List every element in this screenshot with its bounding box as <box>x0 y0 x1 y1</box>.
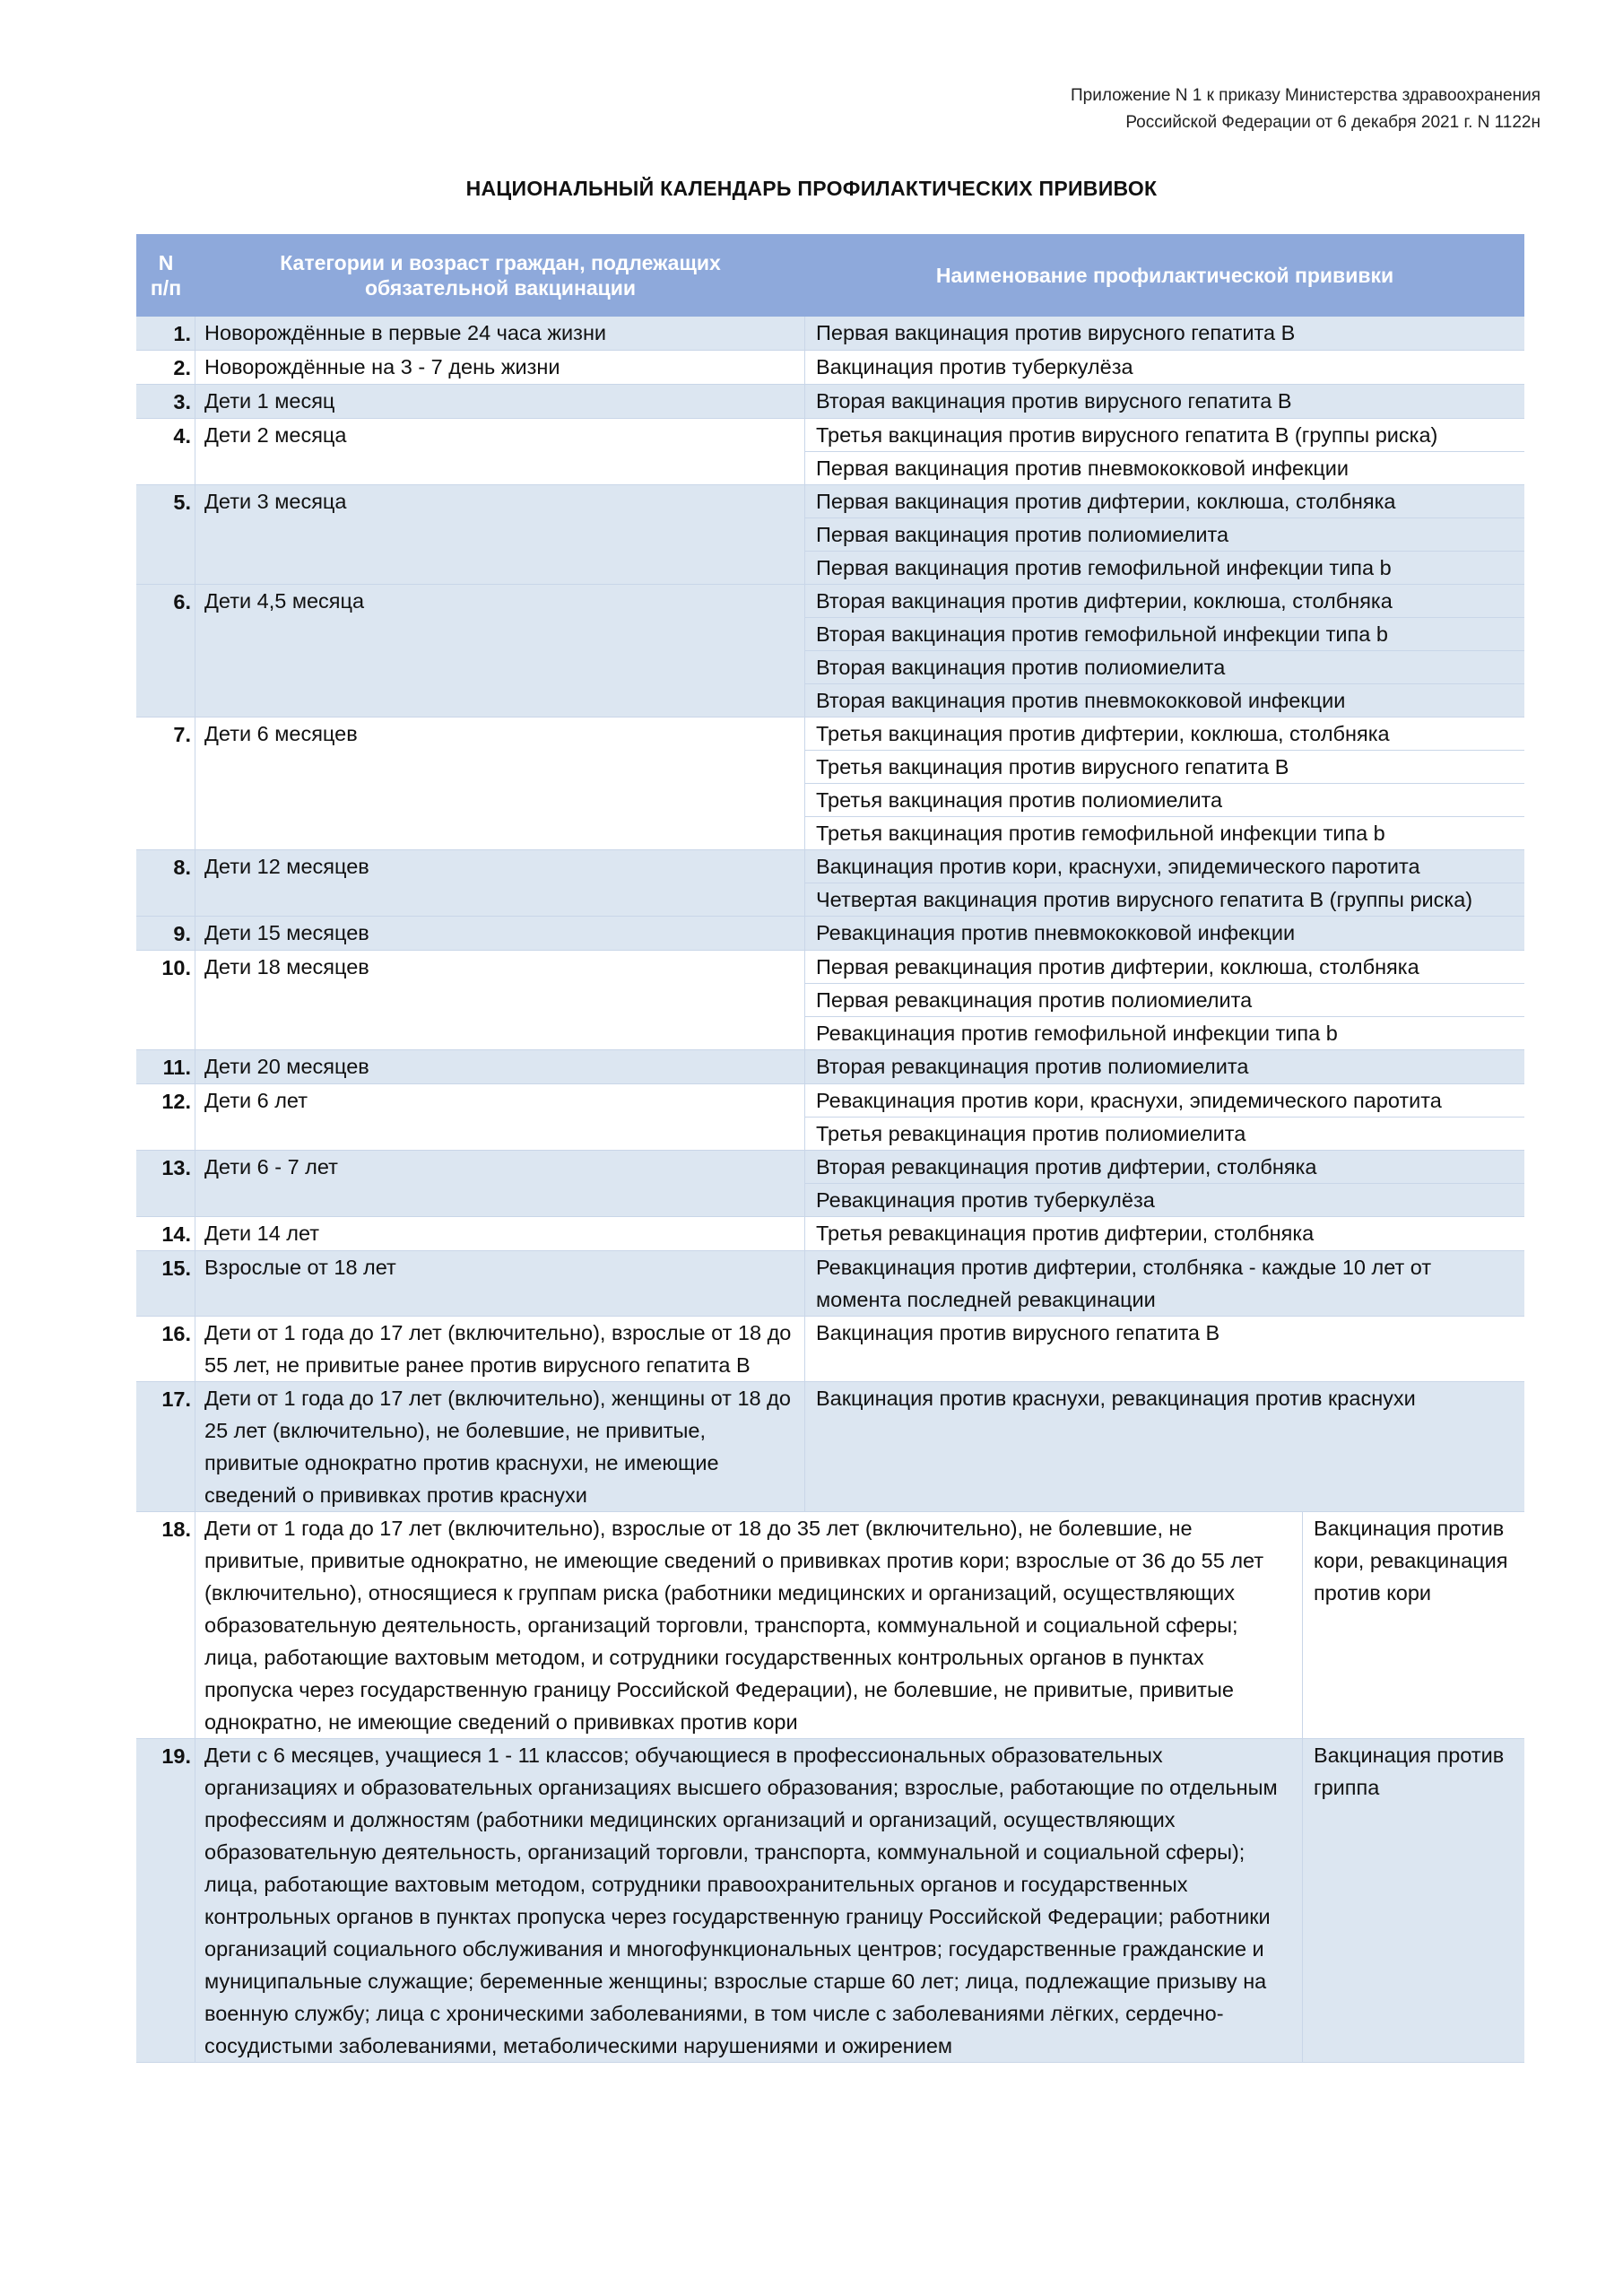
row-vaccinations <box>805 1317 1524 1381</box>
row-category: Дети от 1 года до 17 лет (включительно), женщины от 18 до 25 лет (включительно), не болевшие, не привитые, привитые однократно против краснухи, не имеющие сведений о прививках против краснухи <box>195 1382 805 1511</box>
row-category: Дети 4,5 месяца <box>195 585 805 717</box>
table-row <box>136 1251 1524 1317</box>
row-vaccinations <box>805 317 1524 350</box>
vaccination-item: Ревакцинация против гемофильной инфекции типа b <box>805 1016 1524 1049</box>
row-category: Дети 14 лет <box>195 1217 805 1250</box>
row-number: 15. <box>136 1251 195 1316</box>
row-number: 10. <box>136 951 195 1049</box>
vaccination-item: Четвертая вакцинация против вирусного гепатита B (группы риска) <box>805 883 1524 916</box>
row-category: Дети 6 лет <box>195 1084 805 1150</box>
row-vaccinations <box>805 385 1524 418</box>
vaccination-item: Ревакцинация против дифтерии, столбняка - каждые 10 лет от момента последней ревакцинации <box>816 1256 1432 1311</box>
row-number: 19. <box>136 1739 195 2062</box>
row-number: 5. <box>136 485 195 584</box>
row-category: Дети 3 месяца <box>195 485 805 584</box>
table-row <box>136 1317 1524 1382</box>
row-category: Дети 15 месяцев <box>195 917 805 950</box>
row-category: Дети 12 месяцев <box>195 850 805 916</box>
document-title: НАЦИОНАЛЬНЫЙ КАЛЕНДАРЬ ПРОФИЛАКТИЧЕСКИХ ПРИВИВОК <box>465 177 1158 200</box>
row-vaccinations <box>805 419 1524 484</box>
row-vaccinations <box>805 485 1524 584</box>
row-category: Дети 18 месяцев <box>195 951 805 1049</box>
row-vaccinations <box>805 1084 1524 1150</box>
vaccination-item: Первая вакцинация против вирусного гепатита B <box>816 321 1296 344</box>
table-row <box>136 585 1524 718</box>
row-category: Дети с 6 месяцев, учащиеся 1 - 11 классов; обучающиеся в профессиональных образовательных организациях и образовательных организациях высшего образования; взрослые, работающие по отдельным профессиям и должностям (работники медицинских организаций и организаций, осуществляющих образовательную деятельность, организаций торговли, транспорта, коммунальной и социальной сферы); лица, работающие вахтовым методом, сотрудники правоохранительных органов и государственных контрольных органов в пунктах пропуска через государственную границу Российской Федерации; работники организаций социального обслуживания и многофункциональных центров; государственные гражданские и муниципальные служащие; беременные женщины; взрослые старше 60 лет; лица, подлежащие призыву на военную службу; лица с хроническими заболеваниями, в том числе с заболеваниями лёгких, сердечно-сосудистыми заболеваниями, метаболическими нарушениями и ожирением <box>195 1739 1303 2062</box>
vaccination-item: Третья вакцинация против полиомиелита <box>805 783 1524 816</box>
table-row <box>136 485 1524 585</box>
row-number: 3. <box>136 385 195 418</box>
row-category: Дети 6 месяцев <box>195 718 805 849</box>
vaccination-item: Вторая ревакцинация против полиомиелита <box>816 1055 1249 1078</box>
vaccination-item: Вакцинация против кори, ревакцинация против кори <box>1314 1517 1508 1605</box>
row-vaccinations <box>805 585 1524 717</box>
document-header <box>1071 83 1541 136</box>
row-vaccinations <box>805 351 1524 384</box>
row-vaccinations <box>1303 1512 1524 1738</box>
row-category: Дети 6 - 7 лет <box>195 1151 805 1216</box>
row-number: 13. <box>136 1151 195 1216</box>
row-number: 9. <box>136 917 195 950</box>
vaccination-item: Третья ревакцинация против полиомиелита <box>805 1117 1524 1150</box>
vaccination-item: Третья вакцинация против дифтерии, коклюша, столбняка <box>816 722 1390 745</box>
row-number: 14. <box>136 1217 195 1250</box>
row-category: Дети 1 месяц <box>195 385 805 418</box>
table-row <box>136 385 1524 419</box>
row-number: 11. <box>136 1050 195 1083</box>
row-number: 17. <box>136 1382 195 1511</box>
row-number: 12. <box>136 1084 195 1150</box>
row-category: Дети 2 месяца <box>195 419 805 484</box>
vaccination-item: Третья вакцинация против вирусного гепатита B (группы риска) <box>816 423 1438 447</box>
table-row <box>136 1217 1524 1251</box>
vaccination-item: Вакцинация против гриппа <box>1314 1744 1505 1799</box>
vaccination-item: Вакцинация против вирусного гепатита B <box>816 1321 1220 1344</box>
vaccination-item: Ревакцинация против туберкулёза <box>805 1183 1524 1216</box>
row-vaccinations <box>805 850 1524 916</box>
table-row <box>136 1151 1524 1217</box>
column-header-number: N п/п <box>150 251 182 300</box>
row-number: 1. <box>136 317 195 350</box>
vaccination-item: Вторая ревакцинация против дифтерии, столбняка <box>816 1155 1317 1178</box>
vaccination-item: Первая вакцинация против гемофильной инфекции типа b <box>805 551 1524 584</box>
row-category: Новорождённые на 3 - 7 день жизни <box>195 351 805 384</box>
row-category: Дети 20 месяцев <box>195 1050 805 1083</box>
vaccination-item: Вторая вакцинация против дифтерии, коклюша, столбняка <box>816 589 1393 613</box>
table-row <box>136 917 1524 951</box>
vaccination-item: Третья ревакцинация против дифтерии, столбняка <box>816 1222 1315 1245</box>
vaccination-item: Первая ревакцинация против дифтерии, коклюша, столбняка <box>816 955 1419 978</box>
vaccination-item: Ревакцинация против кори, краснухи, эпидемического паротита <box>816 1089 1442 1112</box>
table-row <box>136 1739 1524 2063</box>
row-number: 16. <box>136 1317 195 1381</box>
column-header-category: Категории и возраст граждан, подлежащих обязательной вакцинации <box>280 251 721 300</box>
vaccination-item: Вторая вакцинация против полиомиелита <box>805 650 1524 683</box>
row-category: Дети от 1 года до 17 лет (включительно), взрослые от 18 до 55 лет, не привитые ранее против вирусного гепатита B <box>195 1317 805 1381</box>
header-line-1: Приложение N 1 к приказу Министерства здравоохранения <box>1071 86 1541 105</box>
table-row <box>136 1050 1524 1084</box>
vaccination-item: Вторая вакцинация против пневмококковой инфекции <box>805 683 1524 717</box>
vaccination-item: Третья вакцинация против гемофильной инфекции типа b <box>805 816 1524 849</box>
row-number: 2. <box>136 351 195 384</box>
vaccination-item: Первая вакцинация против пневмококковой инфекции <box>805 451 1524 484</box>
row-vaccinations <box>805 1050 1524 1083</box>
table-row <box>136 1382 1524 1512</box>
table-row <box>136 850 1524 917</box>
row-category: Дети от 1 года до 17 лет (включительно), взрослые от 18 до 35 лет (включительно), не болевшие, не привитые, привитые однократно, не имеющие сведений о прививках против кори; взрослые от 36 до 55 лет (включительно), относящиеся к группам риска (работники медицинских и организаций, осуществляющих образовательную деятельность, организаций торговли, транспорта, коммунальной и социальной сферы; лица, работающие вахтовым методом, и сотрудники государственных контрольных органов в пунктах пропуска через государственную границу Российской Федерации), не болевшие, не привитые, привитые однократно, не имеющие сведений о прививках против кори <box>195 1512 1303 1738</box>
row-category: Новорождённые в первые 24 часа жизни <box>195 317 805 350</box>
row-vaccinations <box>805 1217 1524 1250</box>
row-number: 6. <box>136 585 195 717</box>
table-row <box>136 951 1524 1050</box>
header-line-2: Российской Федерации от 6 декабря 2021 г. N 1122н <box>1125 113 1541 132</box>
vaccination-table <box>136 234 1524 2063</box>
table-body <box>136 317 1524 2063</box>
row-vaccinations <box>805 1251 1524 1316</box>
row-vaccinations <box>805 1382 1524 1511</box>
table-row <box>136 1512 1524 1739</box>
row-vaccinations <box>805 951 1524 1049</box>
vaccination-item: Вторая вакцинация против вирусного гепатита B <box>816 389 1292 413</box>
table-row <box>136 317 1524 351</box>
column-header-vaccination: Наименование профилактической прививки <box>935 264 1394 287</box>
row-vaccinations <box>805 1151 1524 1216</box>
vaccination-item: Первая вакцинация против полиомиелита <box>805 517 1524 551</box>
table-header <box>136 234 1524 317</box>
row-category: Взрослые от 18 лет <box>195 1251 805 1316</box>
vaccination-item: Вторая вакцинация против гемофильной инфекции типа b <box>805 617 1524 650</box>
vaccination-item: Первая вакцинация против дифтерии, коклюша, столбняка <box>816 490 1396 513</box>
row-number: 7. <box>136 718 195 849</box>
row-number: 4. <box>136 419 195 484</box>
vaccination-item: Третья вакцинация против вирусного гепатита B <box>805 750 1524 783</box>
row-vaccinations <box>805 917 1524 950</box>
vaccination-item: Вакцинация против туберкулёза <box>816 355 1133 378</box>
table-row <box>136 419 1524 485</box>
table-row <box>136 718 1524 850</box>
vaccination-item: Первая ревакцинация против полиомиелита <box>805 983 1524 1016</box>
row-vaccinations <box>805 718 1524 849</box>
row-vaccinations <box>1303 1739 1524 2062</box>
row-number: 18. <box>136 1512 195 1738</box>
row-number: 8. <box>136 850 195 916</box>
table-row <box>136 1084 1524 1151</box>
vaccination-item: Вакцинация против краснухи, ревакцинация против краснухи <box>816 1387 1416 1410</box>
table-row <box>136 351 1524 385</box>
vaccination-item: Вакцинация против кори, краснухи, эпидемического паротита <box>816 855 1420 878</box>
vaccination-item: Ревакцинация против пневмококковой инфекции <box>816 921 1296 944</box>
